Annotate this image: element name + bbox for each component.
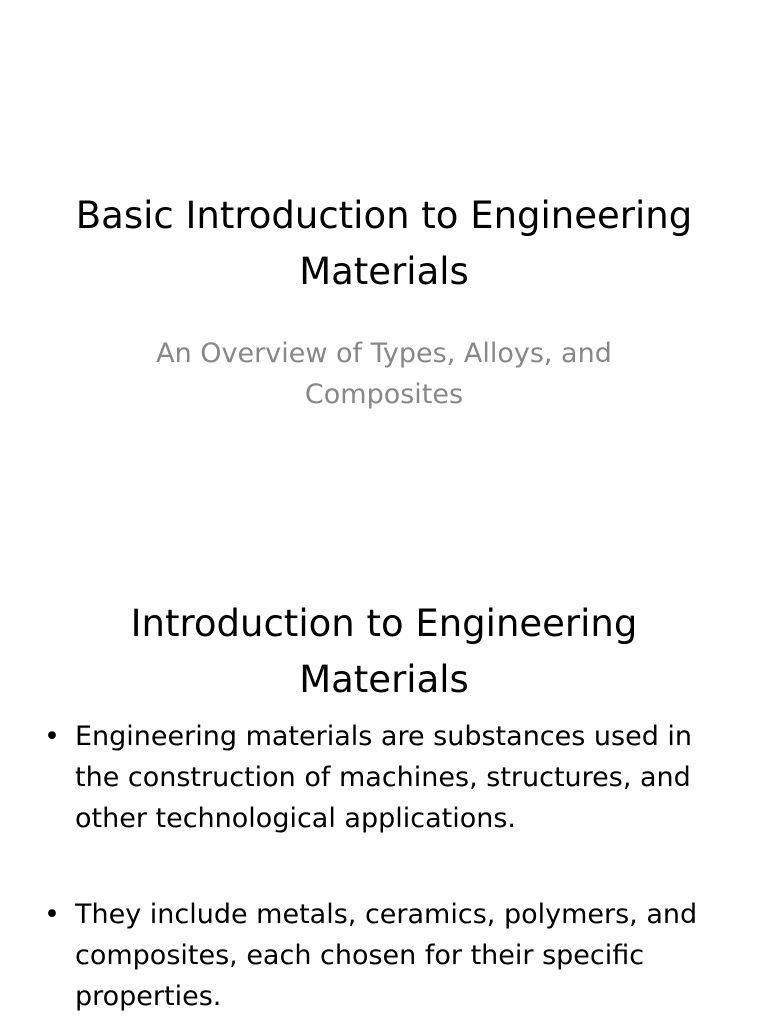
bullet-text: Engineering materials are substances used in the construction of machines, structures, and other technological applications. <box>75 721 693 834</box>
slide-title: Introduction to Engineering Materials <box>130 602 638 701</box>
bullet-item <box>40 894 730 1017</box>
slide-subtitle: An Overview of Types, Alloys, and Composites <box>156 338 612 410</box>
bullet-item <box>40 716 730 839</box>
bullet-text: They include metals, ceramics, polymers, and composites, each chosen for their specific properties. <box>75 899 698 1012</box>
bullet-list <box>40 716 730 1024</box>
bullet-icon: • <box>44 721 60 752</box>
content-slide <box>0 576 768 1024</box>
slide-title: Basic Introduction to Engineering Materials <box>75 194 693 293</box>
bullet-icon: • <box>44 899 60 930</box>
